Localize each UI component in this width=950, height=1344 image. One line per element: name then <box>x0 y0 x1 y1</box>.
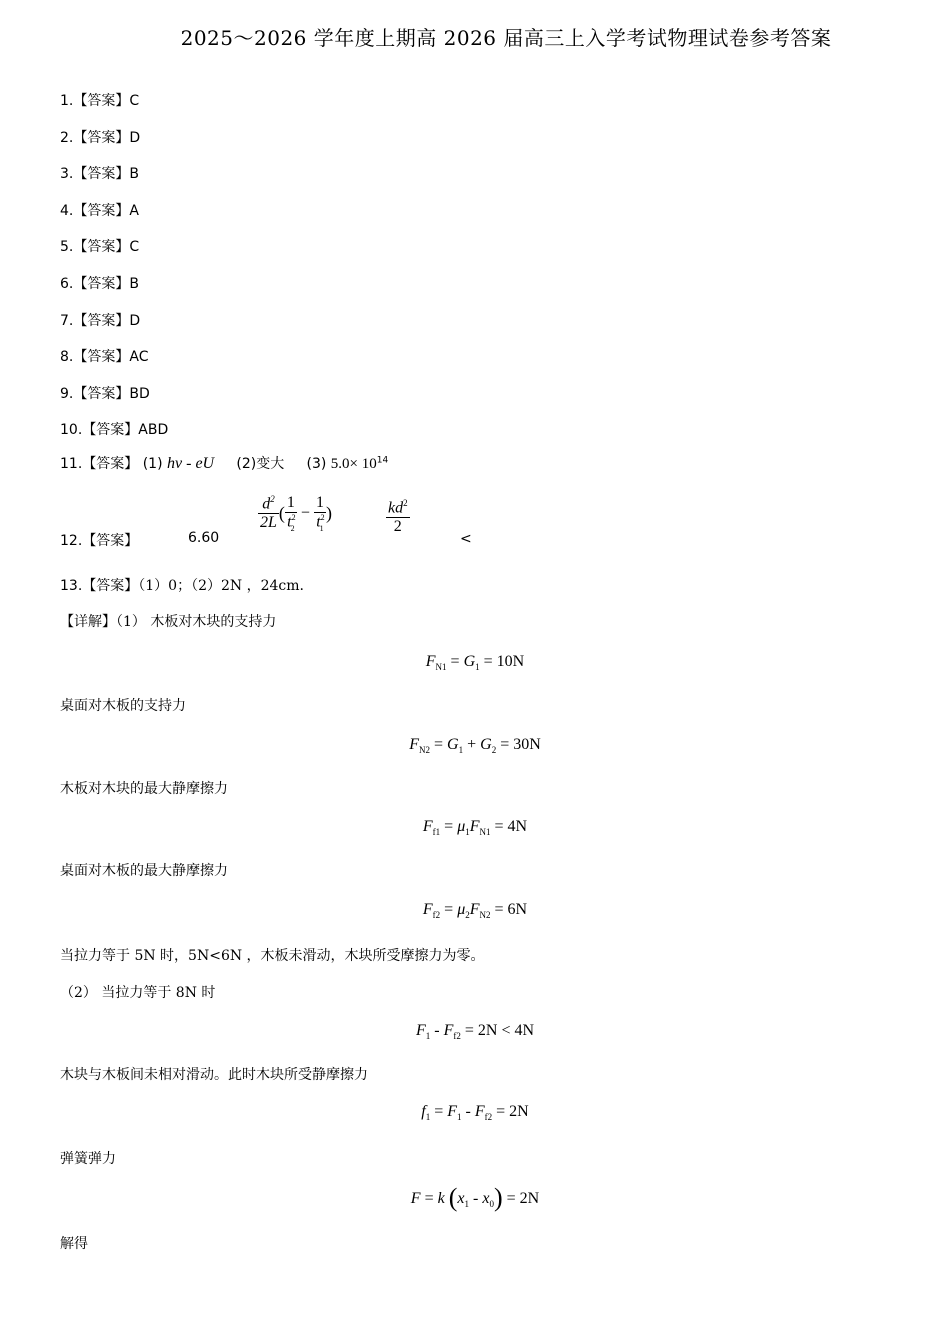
answer-label: 【答案】 <box>73 129 130 146</box>
answer-row <box>60 273 139 293</box>
detail-step-1: 【详解】（1） 木板对木块的支持力 <box>60 614 277 630</box>
answer-label: 【答案】 <box>73 202 130 219</box>
answer-value: B <box>129 276 139 292</box>
answer-row <box>60 163 139 183</box>
answer-label: 【答案】 <box>73 93 130 109</box>
answer-value: A <box>129 202 139 219</box>
detail-step-7: 木块与木板间未相对滑动。此时木块所受静摩擦力 <box>60 1067 368 1083</box>
question-number: 5. <box>60 239 74 256</box>
question-number: 9. <box>60 385 74 402</box>
answer-value: C <box>129 93 140 109</box>
equation-1: $F_{N1} = G_1 = 10N$ <box>425 653 525 673</box>
answer-row-11: 11.【答案】 (1) hv - eU (2)变大 (3) $5.0\times 10^{14}$ <box>60 455 389 472</box>
answer-label: 【答案】 <box>82 422 139 439</box>
answer-label: 【答案】 <box>73 239 130 256</box>
equation-6: $f_1 = F_1 - F_{f2} = 2N$ <box>421 1103 529 1123</box>
detail-step-5: 当拉力等于 5N 时，5N<6N ，木板未滑动，木块所受摩擦力为零。 <box>60 948 485 964</box>
question-number: 6. <box>60 276 74 292</box>
answer-row <box>60 236 139 256</box>
detail-step-8: 弹簧弹力 <box>60 1151 116 1167</box>
equation-5: $F_1 - F_{f2} = 2N < 4N$ <box>415 1022 535 1042</box>
answer-label: 【答案】 <box>73 349 130 366</box>
question-number: 8. <box>60 349 74 366</box>
question-number: 4. <box>60 202 74 219</box>
answer-row <box>60 90 139 110</box>
answer-row-13: 13.【答案】（1）0；（2）2N ，24cm. <box>60 578 304 594</box>
question-number: 10. <box>60 422 83 439</box>
answer-row-12: 12.【答案】 <box>60 533 139 549</box>
answer-row <box>60 419 168 439</box>
answer-label: 【答案】 <box>73 276 130 292</box>
answer-value: BD <box>129 385 150 402</box>
q12-formula: $\frac{d^2}{2L}$ ( $\frac{1}{t^2_2}$ − $\frac{1}{t^2_1}$ ) <box>260 494 332 533</box>
question-number: 7. <box>60 312 74 329</box>
answer-value: C <box>129 239 140 256</box>
detail-step-9: 解得 <box>60 1236 88 1252</box>
answer-value: D <box>129 129 141 146</box>
page-title: 2025～2026 学年度上期高 2026 届高三上入学考试物理试卷参考答案 <box>180 26 832 50</box>
question-number: 1. <box>60 93 74 109</box>
answer-value: B <box>129 166 139 183</box>
answer-row <box>60 383 150 403</box>
answer-value: AC <box>129 349 149 366</box>
equation-3: $F_{f1} = \mu_1F_{N1} = 4N$ <box>422 818 528 838</box>
equation-4: $F_{f2} = \mu_2F_{N2} = 6N$ <box>422 901 528 921</box>
equation-2: $F_{N2} = G_1 + G_2 = 30N$ <box>409 736 541 756</box>
answer-row <box>60 200 139 220</box>
answer-row <box>60 346 148 366</box>
answer-value: D <box>129 312 141 329</box>
answer-label: 【答案】 <box>73 166 130 183</box>
q12-k-formula: $\frac{kd^2}{2}$ <box>388 498 408 536</box>
answer-row <box>60 127 140 147</box>
answer-label: 【答案】 <box>73 312 130 329</box>
q12-value: 6.60 <box>188 530 220 546</box>
q11-expr: hv - eU <box>167 455 215 472</box>
detail-step-4: 桌面对木板的最大静摩擦力 <box>60 863 228 879</box>
question-number: 2. <box>60 129 74 146</box>
answer-value: ABD <box>138 422 169 439</box>
question-number: 3. <box>60 166 74 183</box>
detail-step-6: （2） 当拉力等于 8N 时 <box>60 985 216 1001</box>
equation-7: F = k $(x_1 - x_0) = 2N$ <box>410 1183 540 1212</box>
q12-compare: < <box>460 531 472 547</box>
answer-label: 【答案】 <box>73 385 130 402</box>
answer-row <box>60 310 140 330</box>
detail-step-2: 桌面对木板的支持力 <box>60 698 186 714</box>
detail-step-3: 木板对木块的最大静摩擦力 <box>60 781 228 797</box>
